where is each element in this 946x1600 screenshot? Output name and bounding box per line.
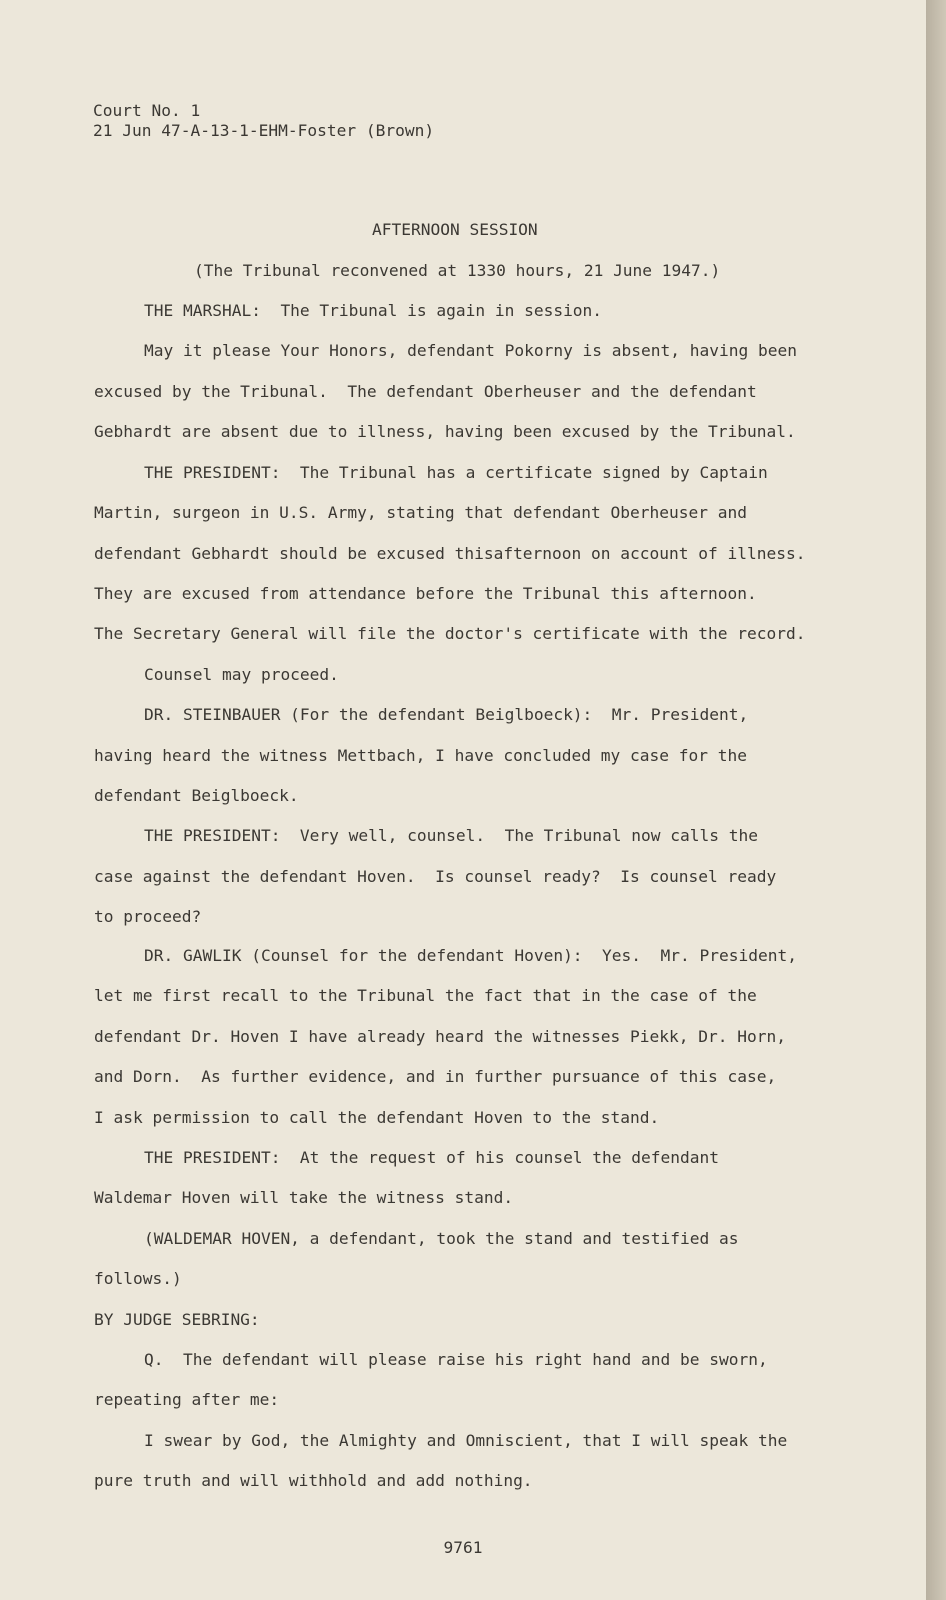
text-line: They are excused from attendance before the Tribunal this afternoon.: [94, 584, 757, 603]
text-line: defendant Beiglboeck.: [94, 786, 299, 805]
text-line: Waldemar Hoven will take the witness stand.: [94, 1188, 514, 1207]
page-edge: [926, 0, 946, 1600]
text-line: defendant Gebhardt should be excused thisafternoon on account of illness.: [94, 544, 806, 563]
text-line: excused by the Tribunal. The defendant Oberheuser and the defendant: [94, 382, 757, 401]
document-reference: 21 Jun 47-A-13-1-EHM-Foster (Brown): [93, 121, 435, 140]
text-line: Counsel may proceed.: [144, 665, 339, 684]
text-line: I swear by God, the Almighty and Omniscient, that I will speak the: [144, 1431, 788, 1450]
court-number: Court No. 1: [93, 101, 201, 120]
text-line: Martin, surgeon in U.S. Army, stating that defendant Oberheuser and: [94, 503, 747, 522]
text-line: BY JUDGE SEBRING:: [94, 1310, 260, 1329]
text-line: THE MARSHAL: The Tribunal is again in session.: [144, 301, 603, 320]
text-line: repeating after me:: [94, 1390, 280, 1409]
text-line: Gebhardt are absent due to illness, having been excused by the Tribunal.: [94, 422, 796, 441]
text-line: having heard the witness Mettbach, I have concluded my case for the: [94, 746, 747, 765]
text-line: pure truth and will withhold and add nothing.: [94, 1471, 533, 1490]
text-line: case against the defendant Hoven. Is counsel ready? Is counsel ready: [94, 867, 777, 886]
text-line: let me first recall to the Tribunal the fact that in the case of the: [94, 986, 757, 1005]
text-line: and Dorn. As further evidence, and in further pursuance of this case,: [94, 1067, 777, 1086]
text-line: (WALDEMAR HOVEN, a defendant, took the stand and testified as: [144, 1229, 739, 1248]
text-line: (The Tribunal reconvened at 1330 hours, 21 June 1947.): [194, 261, 721, 280]
text-line: I ask permission to call the defendant Hoven to the stand.: [94, 1108, 660, 1127]
text-line: defendant Dr. Hoven I have already heard the witnesses Piekk, Dr. Horn,: [94, 1027, 786, 1046]
session-title: AFTERNOON SESSION: [372, 220, 538, 239]
text-line: follows.): [94, 1269, 182, 1288]
text-line: May it please Your Honors, defendant Pokorny is absent, having been: [144, 341, 797, 360]
text-line: THE PRESIDENT: The Tribunal has a certificate signed by Captain: [144, 463, 768, 482]
text-line: THE PRESIDENT: Very well, counsel. The Tribunal now calls the: [144, 826, 758, 845]
page-number: 9761: [443, 1538, 483, 1557]
text-line: DR. GAWLIK (Counsel for the defendant Hoven): Yes. Mr. President,: [144, 946, 797, 965]
text-line: THE PRESIDENT: At the request of his counsel the defendant: [144, 1148, 719, 1167]
text-line: DR. STEINBAUER (For the defendant Beiglboeck): Mr. President,: [144, 705, 749, 724]
text-line: Q. The defendant will please raise his right hand and be sworn,: [144, 1350, 768, 1369]
text-line: The Secretary General will file the doctor's certificate with the record.: [94, 624, 806, 643]
text-line: to proceed?: [94, 907, 202, 926]
